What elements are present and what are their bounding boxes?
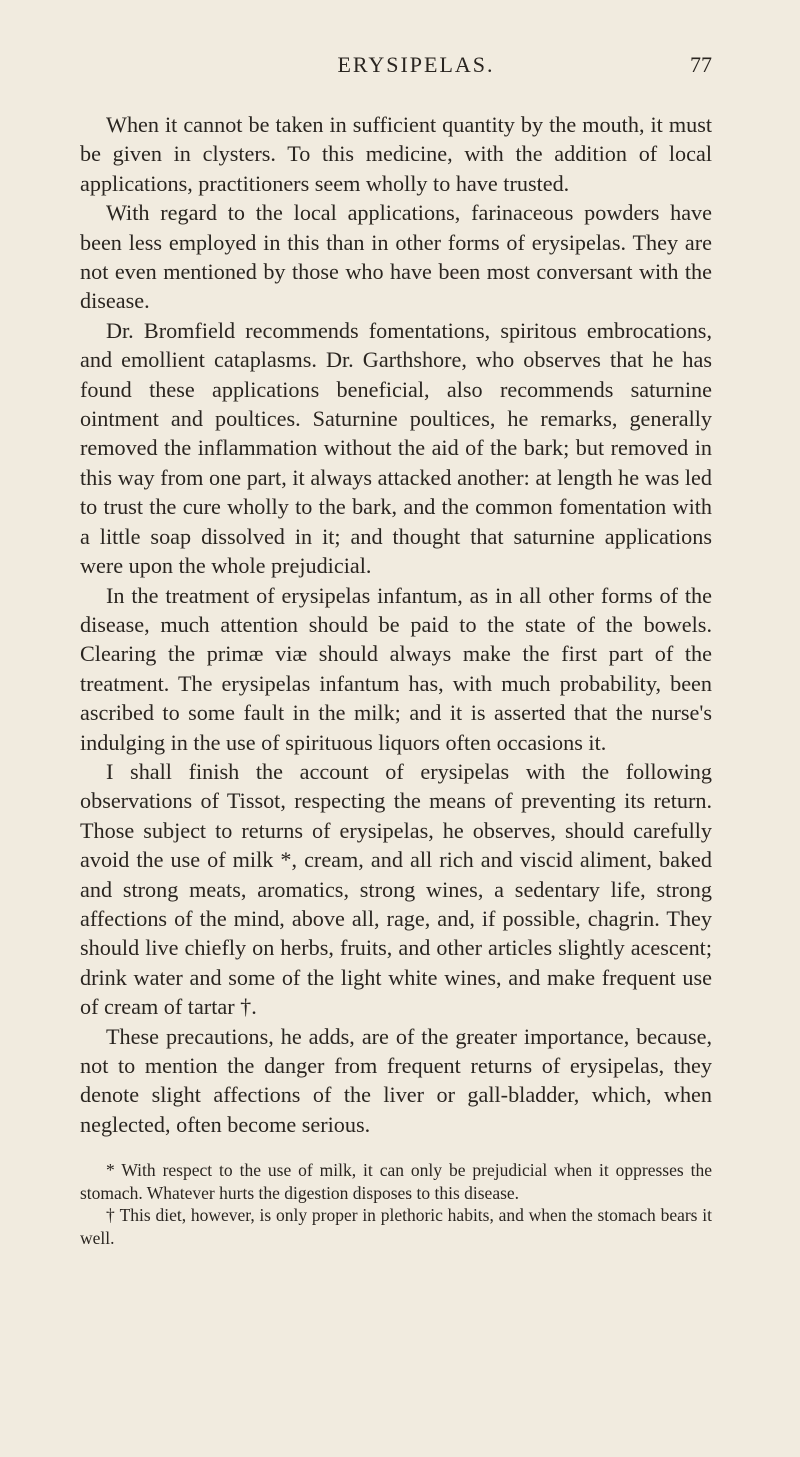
paragraph: These precautions, he adds, are of the greater importance, because, not to mention the danger from frequent returns of erysipelas, they denote slight affections of the liver or gall-bladder, which, when neglected, often become serious. <box>80 1023 712 1137</box>
paragraph: I shall finish the account of erysipelas with the following observations of Tissot, respecting the means of preventing its return. Those subject to returns of erysipelas, he observes, should carefully avoid the use of milk *, cream, and all rich and viscid aliment, baked and strong meats, aromatics, strong wines, a sedentary life, strong affections of the mind, above all, rage, and, if possible, chagrin. They should live chiefly on herbs, fruits, and other articles slightly acescent; drink water and some of the light white wines, and make frequent use of cream of tartar †. <box>80 758 712 1020</box>
page-header <box>80 52 712 92</box>
body-text <box>80 110 712 1139</box>
page-number: 77 <box>690 52 712 77</box>
paragraph: When it cannot be taken in sufficient quantity by the mouth, it must be given in clysters. To this medicine, with the addition of local applications, practitioners seem wholly to have trusted. <box>80 112 712 196</box>
footnote: * With respect to the use of milk, it can only be prejudicial when it oppresses the stomach. Whatever hurts the digestion disposes to this disease. <box>80 1160 712 1203</box>
running-head: ERYSIPELAS. <box>337 52 495 77</box>
paragraph: With regard to the local applications, farinaceous powders have been less employed in this than in other forms of erysipelas. They are not even mentioned by those who have been most conversant with the disease. <box>80 200 712 314</box>
footnote: † This diet, however, is only proper in plethoric habits, and when the stomach bears it well. <box>80 1205 712 1248</box>
paragraph: Dr. Bromfield recommends fomentations, spiritous embrocations, and emollient cataplasms. Dr. Garthshore, who observes that he has found these applications beneficial, also recommends saturnine ointment and poultices. Saturnine poultices, he remarks, generally removed the inflammation without the aid of the bark; but removed in this way from one part, it always attacked another: at length he was led to trust the cure wholly to the bark, and the common fomentation with a little soap dissolved in it; and thought that saturnine applications were upon the whole prejudicial. <box>80 317 712 579</box>
paragraph: In the treatment of erysipelas infantum, as in all other forms of the disease, much attention should be paid to the state of the bowels. Clearing the primæ viæ should always make the first part of the treatment. The erysipelas infantum has, with much probability, been ascribed to some fault in the milk; and it is asserted that the nurse's indulging in the use of spirituous liquors often occasions it. <box>80 582 712 755</box>
footnotes <box>80 1159 712 1249</box>
